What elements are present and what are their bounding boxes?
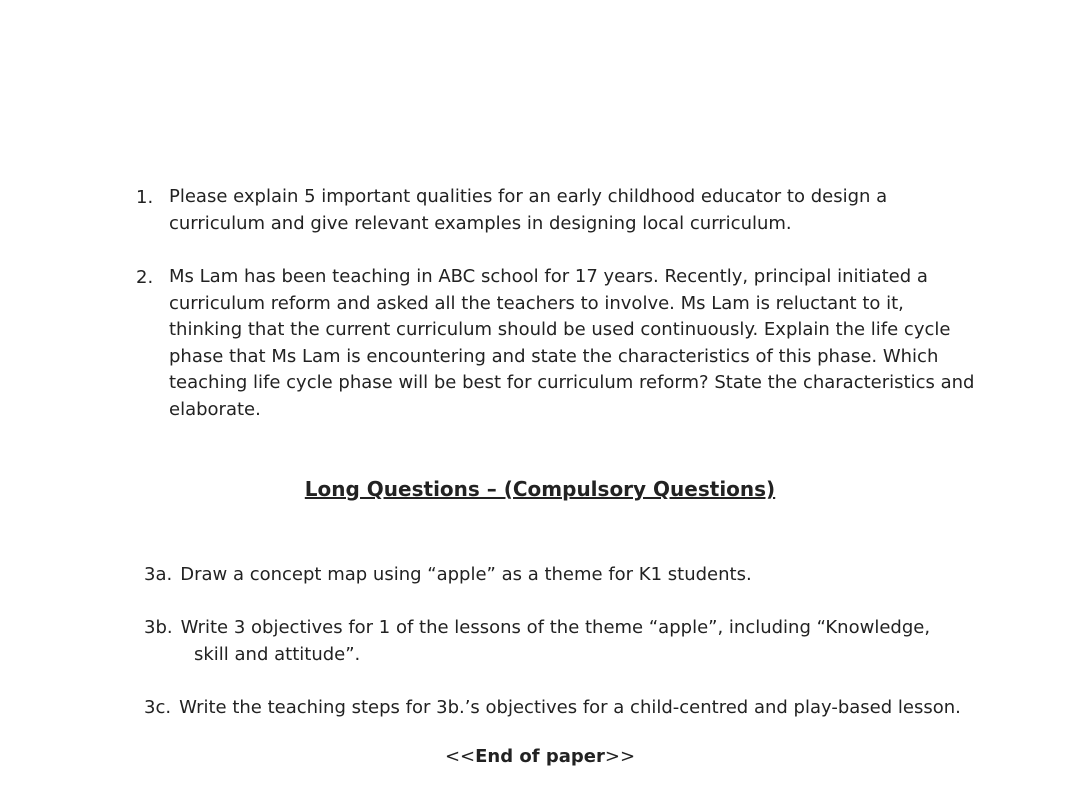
question-3a	[144, 561, 752, 588]
question-3c-label: 3c.	[144, 697, 172, 718]
question-3a-label: 3a.	[144, 564, 173, 585]
question-1-line: curriculum and give relevant examples in designing local curriculum.	[169, 212, 792, 234]
end-note-open: <<	[444, 746, 476, 767]
question-3c	[144, 694, 961, 721]
question-3b	[144, 614, 930, 641]
question-2-number: 2.	[136, 267, 154, 288]
question-3b-label: 3b.	[144, 617, 173, 638]
long-questions-heading: Long Questions – (Compulsory Questions)	[304, 477, 776, 501]
question-2-line: teaching life cycle phase will be best for curriculum reform? State the characteristics and	[169, 372, 975, 394]
end-note-close: >>	[604, 746, 636, 767]
question-3c-text: Write the teaching steps for 3b.’s objectives for a child-centred and play-based lesson.	[179, 697, 961, 718]
question-2-line: elaborate.	[169, 398, 261, 420]
question-3b-text: Write 3 objectives for 1 of the lessons of the theme “apple”, including “Knowledge,	[180, 617, 931, 638]
question-1-text	[169, 184, 887, 237]
question-2-line: curriculum reform and asked all the teachers to involve. Ms Lam is reluctant to it,	[169, 292, 904, 314]
question-2-line: phase that Ms Lam is encountering and state the characteristics of this phase. Which	[169, 345, 939, 367]
question-1-number: 1.	[136, 187, 154, 208]
end-note-text: End of paper	[475, 746, 605, 767]
question-2-line: thinking that the current curriculum should be used continuously. Explain the life cycle	[169, 319, 951, 341]
end-of-paper-note	[0, 746, 1080, 767]
question-2-line: Ms Lam has been teaching in ABC school for 17 years. Recently, principal initiated a	[169, 266, 928, 287]
question-2-text	[169, 264, 974, 424]
question-3b-continuation: skill and attitude”.	[194, 644, 361, 665]
question-1-line: Please explain 5 important qualities for an early childhood educator to design a	[169, 186, 888, 207]
question-3a-text: Draw a concept map using “apple” as a theme for K1 students.	[180, 564, 752, 585]
